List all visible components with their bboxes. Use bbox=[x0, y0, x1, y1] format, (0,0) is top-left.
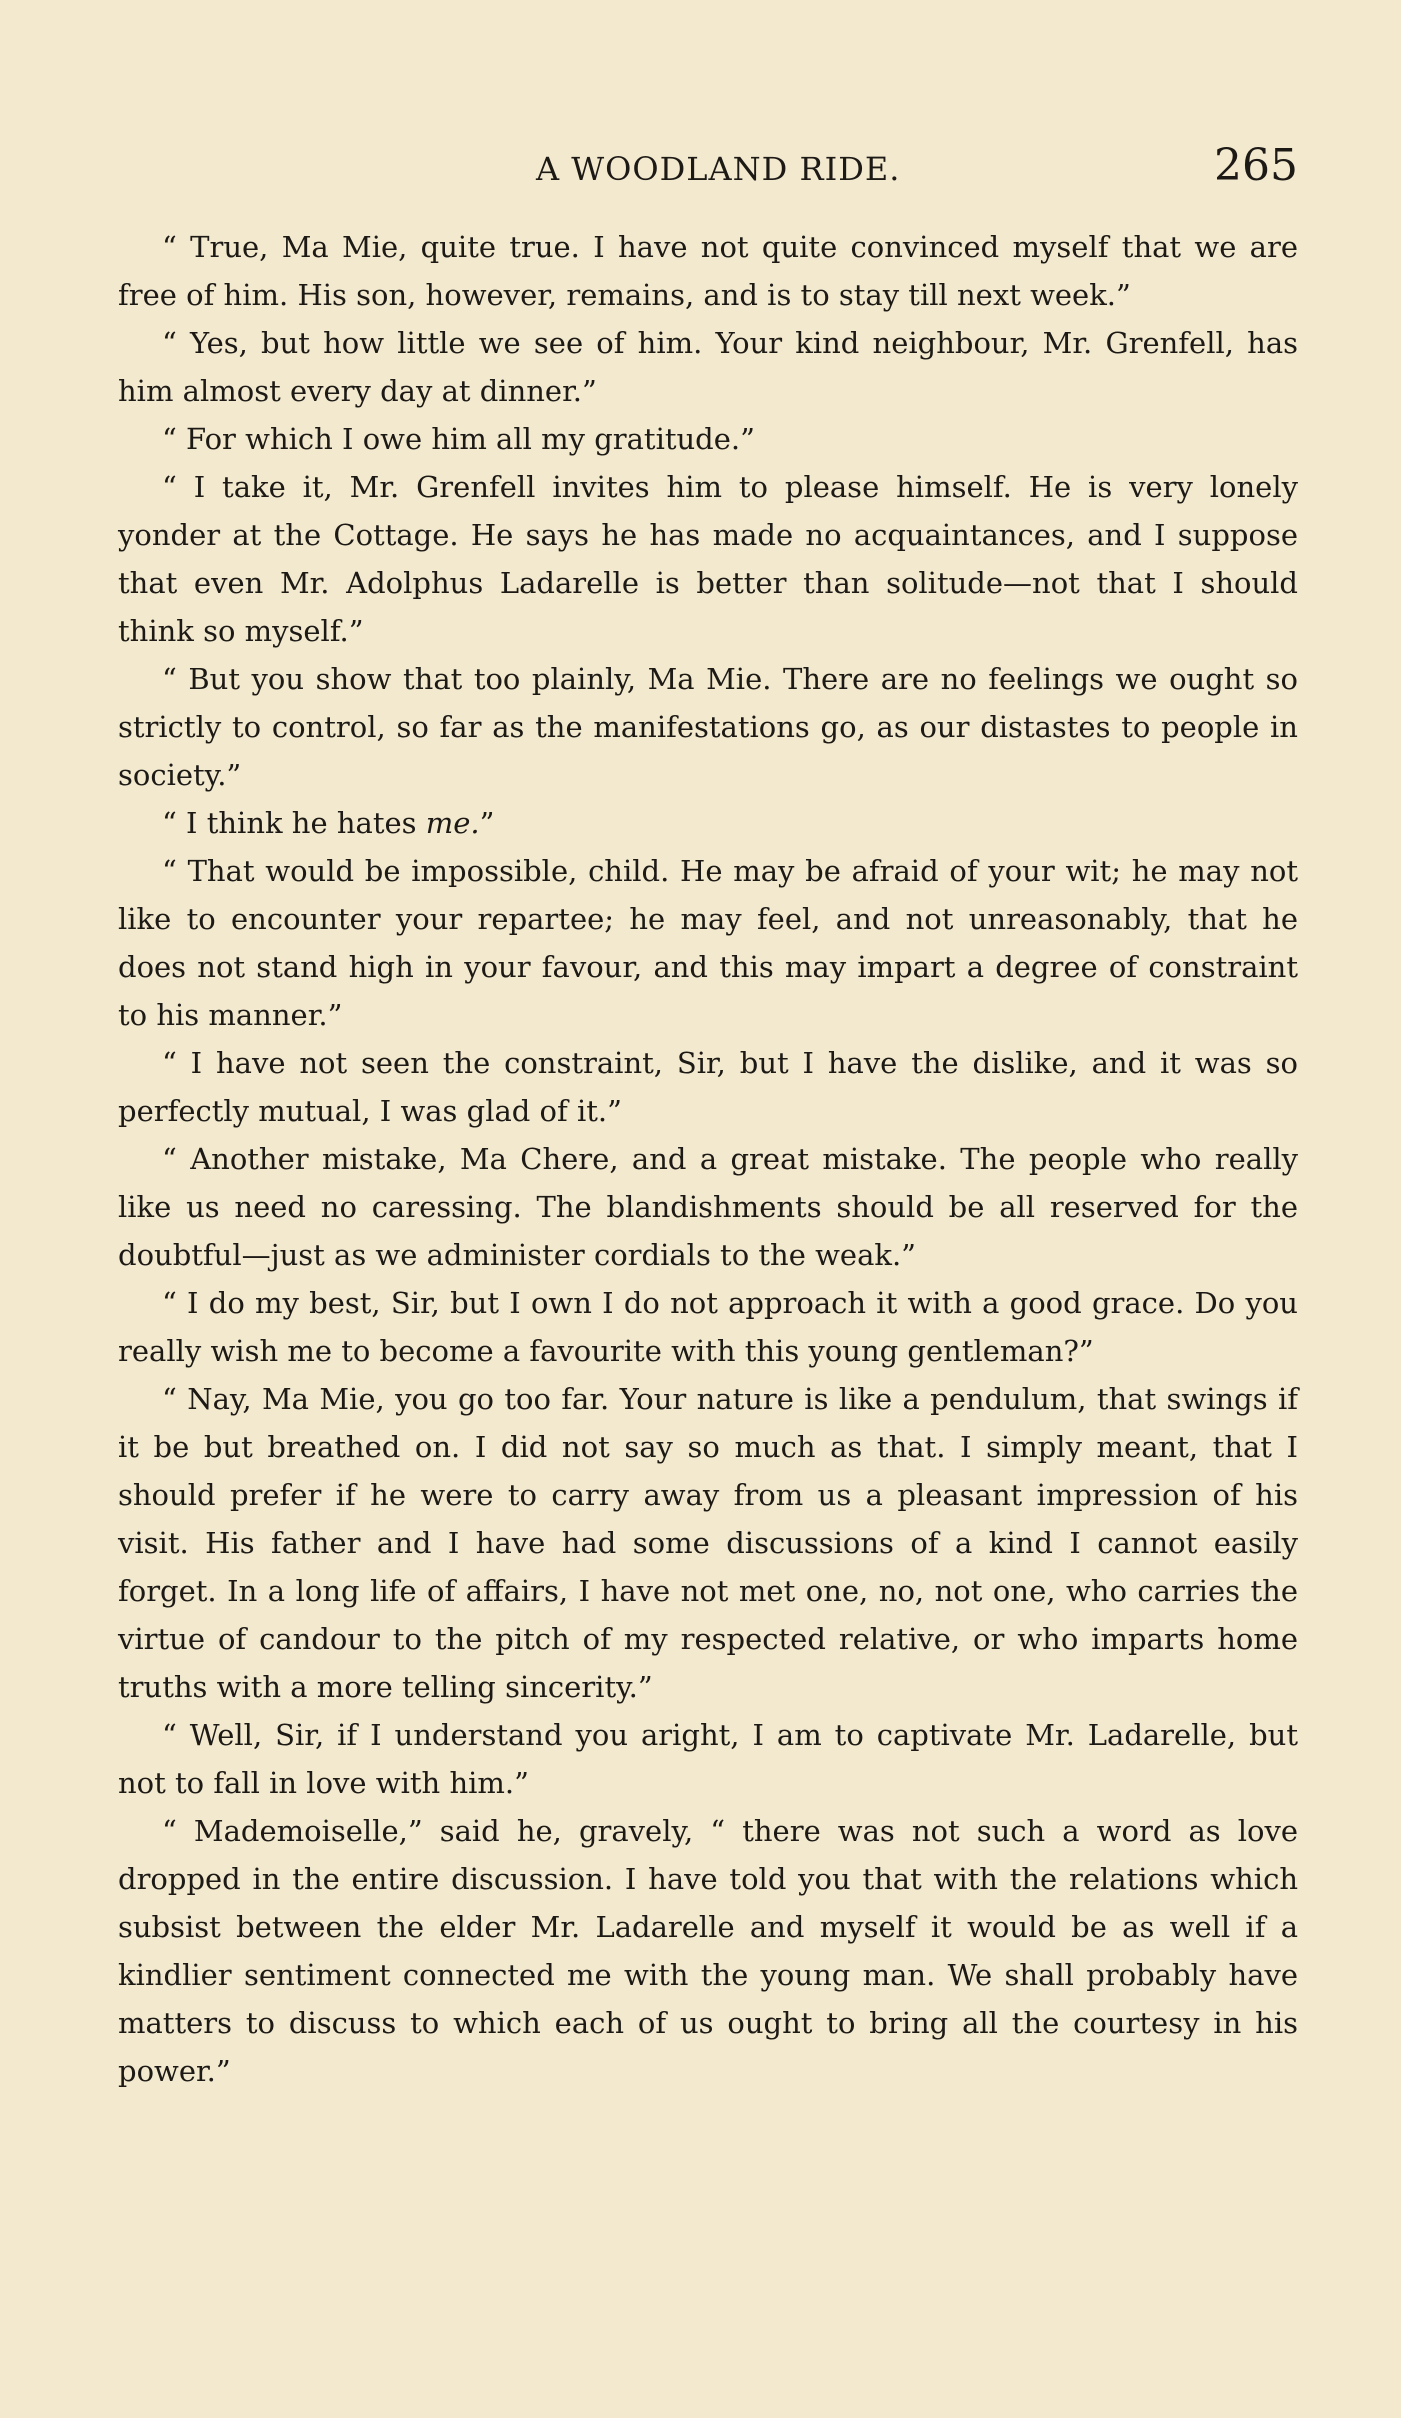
paragraph: “ Nay, Ma Mie, you go too far. Your nature is like a pendulum, that swings if it be but breathed on. I did not say so much as that. I simply meant, that I should prefer if he were to carry away from us a pleasant impression of his visit. His father and I have had some discussions of a kind I cannot easily forget. In a long life of affairs, I have not met one, no, not one, who carries the virtue of candour to the pitch of my respected relative, or who imparts home truths with a more telling sincerity.” bbox=[118, 1382, 1298, 1704]
running-head bbox=[118, 140, 1298, 200]
paragraph: “ I have not seen the constraint, Sir, but I have the dislike, and it was so perfectly mutual, I was glad of it.” bbox=[118, 1046, 1298, 1128]
emphasis-word: me. bbox=[425, 806, 480, 840]
paragraph: “ But you show that too plainly, Ma Mie. There are no feelings we ought so strictly to control, so far as the manifestations go, as our distastes to people in society.” bbox=[118, 662, 1298, 792]
paragraph: “ I take it, Mr. Grenfell invites him to please himself. He is very lonely yonder at the Cottage. He says he has made no acquaintances, and I suppose that even Mr. Adolphus Ladarelle is better than solitude—not that I should think so myself.” bbox=[118, 470, 1298, 648]
page-number: 265 bbox=[1214, 140, 1298, 191]
paragraph: “ Yes, but how little we see of him. Your kind neighbour, Mr. Grenfell, has him almost every day at dinner.” bbox=[118, 326, 1298, 408]
paragraph: “ I do my best, Sir, but I own I do not approach it with a good grace. Do you really wish me to become a favourite with this young gentleman?” bbox=[118, 1286, 1298, 1368]
paragraph: “ That would be impossible, child. He may be afraid of your wit; he may not like to encounter your repartee; he may feel, and not unreasonably, that he does not stand high in your favour, and this may impart a degree of constraint to his manner.” bbox=[118, 854, 1298, 1032]
short-line-prefix: “ I think he hates bbox=[162, 806, 426, 840]
paragraph: “ Another mistake, Ma Chere, and a great mistake. The people who really like us need no caressing. The blandishments should be all reserved for the doubtful—just as we administer cordials to the weak.” bbox=[118, 1142, 1298, 1272]
short-line-suffix: ” bbox=[479, 806, 495, 840]
paragraph-short bbox=[118, 799, 1298, 847]
chapter-title: A WOODLAND RIDE. bbox=[536, 150, 901, 188]
paragraph: “ True, Ma Mie, quite true. I have not quite convinced myself that we are free of him. His son, however, remains, and is to stay till next week.” bbox=[118, 230, 1298, 312]
body-text bbox=[118, 223, 1298, 2095]
paragraph: “ Well, Sir, if I understand you aright, I am to captivate Mr. Ladarelle, but not to fall in love with him.” bbox=[118, 1718, 1298, 1800]
paragraph: “ Mademoiselle,” said he, gravely, “ there was not such a word as love dropped in the entire discussion. I have told you that with the relations which subsist between the elder Mr. Ladarelle and myself it would be as well if a kindlier sentiment connected me with the young man. We shall probably have matters to discuss to which each of us ought to bring all the courtesy in his power.” bbox=[118, 1814, 1298, 2088]
paragraph: “ For which I owe him all my gratitude.” bbox=[162, 422, 755, 456]
